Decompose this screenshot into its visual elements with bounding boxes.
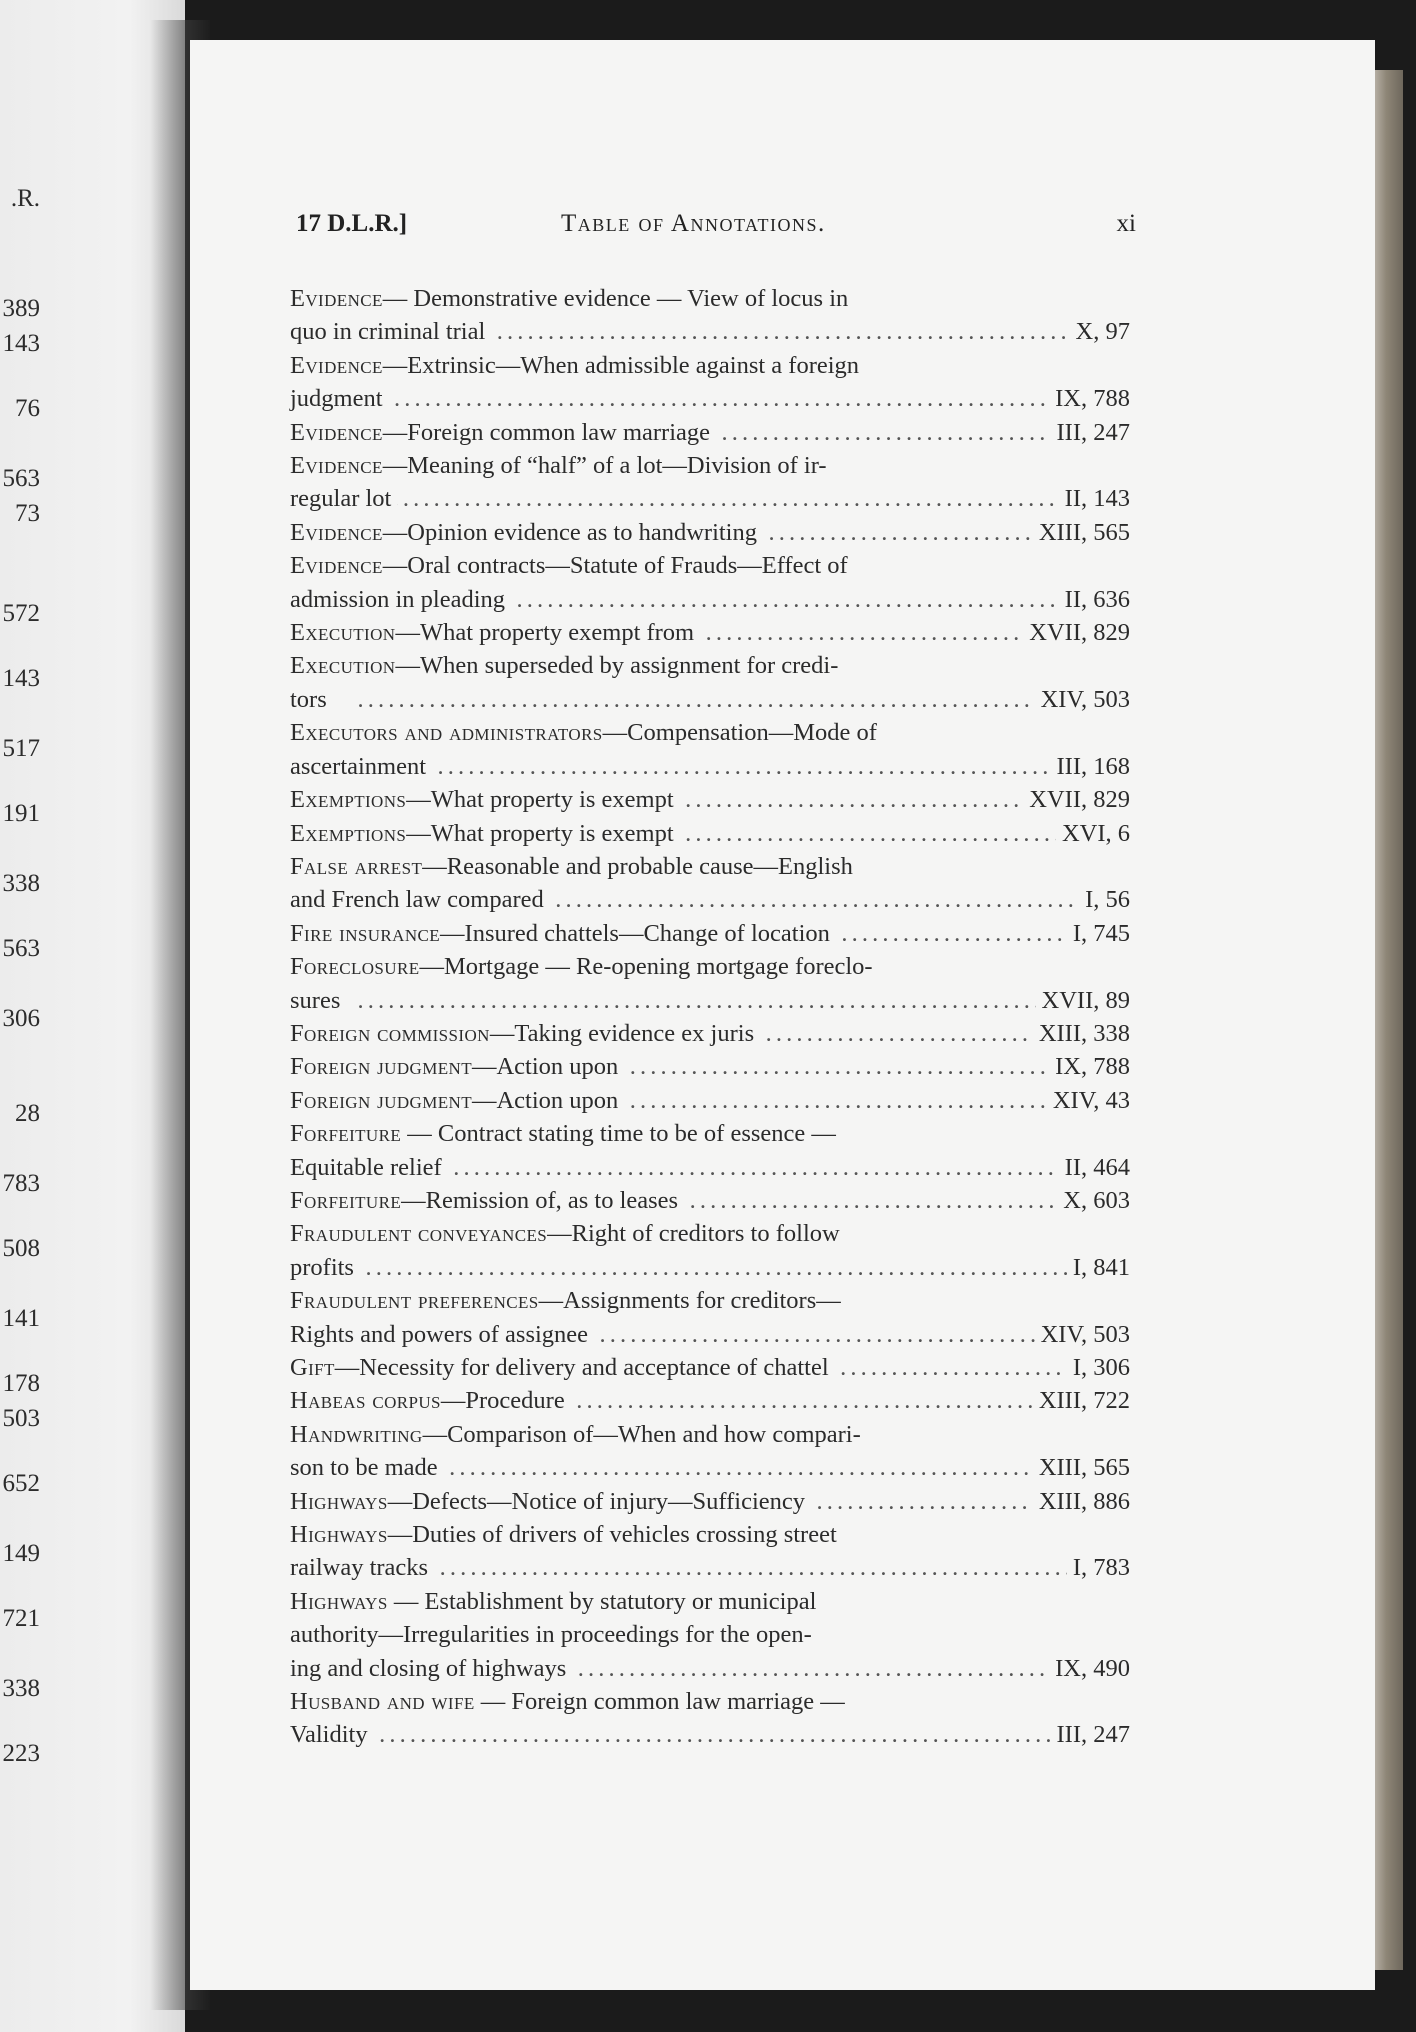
running-header	[296, 210, 1136, 250]
volume-page-reference: I, 841	[1072, 1253, 1130, 1281]
volume-page-reference: II, 636	[1064, 585, 1130, 613]
volume-page-reference: II, 464	[1064, 1153, 1130, 1181]
entry-text: —Oral contracts—Statute of Frauds—Effect of	[382, 552, 848, 580]
annotation-entry	[290, 1518, 1130, 1585]
dot-leader	[397, 482, 1058, 515]
previous-page-number: 572	[2, 600, 40, 627]
entry-text: — Foreign common law marriage —	[474, 1688, 845, 1716]
dot-leader	[352, 683, 1035, 716]
annotation-entry	[290, 1217, 1130, 1284]
annotation-entry	[290, 616, 1130, 649]
entry-text: Validity	[290, 1721, 368, 1749]
entry-text: —What property is exempt	[406, 819, 674, 847]
dot-leader	[360, 1251, 1067, 1284]
annotation-entry	[290, 549, 1130, 616]
volume-page-reference: XVII, 829	[1029, 786, 1130, 814]
dot-leader	[716, 416, 1050, 449]
volume-page-reference: IX, 490	[1055, 1654, 1130, 1682]
dot-leader	[836, 917, 1067, 950]
annotation-entry	[290, 1284, 1130, 1351]
dot-leader	[680, 817, 1056, 850]
entry-text: son to be made	[290, 1454, 438, 1482]
annotation-entry	[290, 1384, 1130, 1417]
page-edge	[1375, 70, 1403, 1970]
volume-page-reference: I, 306	[1072, 1354, 1130, 1381]
entry-heading: Highways	[290, 1521, 388, 1549]
previous-page-number: 73	[15, 500, 40, 527]
previous-page-number: 503	[2, 1405, 40, 1432]
dot-leader	[571, 1384, 1033, 1417]
previous-page-number: 338	[2, 870, 40, 897]
volume-page-reference: IX, 788	[1055, 1053, 1130, 1081]
dot-leader	[491, 315, 1069, 348]
entry-heading: Exemptions	[290, 786, 407, 814]
entry-heading: Foreign judgment	[290, 1086, 472, 1114]
volume-page-reference: IX, 788	[1055, 385, 1130, 413]
entry-heading: Habeas corpus	[290, 1387, 441, 1415]
dot-leader	[572, 1652, 1049, 1685]
annotation-entry	[290, 1351, 1130, 1384]
annotation-entry	[290, 950, 1130, 1017]
volume-page-reference: XIII, 338	[1038, 1019, 1130, 1047]
annotation-entry	[290, 1184, 1130, 1217]
previous-page-number: 517	[2, 735, 40, 762]
annotation-entry	[290, 917, 1130, 950]
entry-text: ing and closing of highways	[290, 1654, 567, 1682]
entry-heading: Evidence	[290, 518, 383, 546]
entry-text: —Defects—Notice of injury—Sufficiency	[387, 1487, 806, 1515]
entry-heading: Foreclosure	[290, 953, 420, 981]
previous-page-number: 141	[2, 1305, 40, 1332]
entry-heading: Fraudulent conveyances	[290, 1220, 548, 1248]
entry-text: —Action upon	[471, 1053, 619, 1081]
entry-heading: Highways	[290, 1487, 388, 1515]
annotation-entry	[290, 716, 1130, 783]
volume-page-reference: XIII, 886	[1038, 1487, 1130, 1515]
dot-leader	[594, 1318, 1035, 1351]
previous-page-number: 28	[15, 1100, 40, 1127]
volume-page-reference: III, 168	[1056, 752, 1130, 780]
entry-heading: Forfeiture	[290, 1120, 402, 1148]
previous-page-number: 178	[2, 1370, 40, 1397]
entry-text: —Foreign common law marriage	[382, 418, 711, 446]
entry-text: — Contract stating time to be of essence —	[401, 1120, 836, 1148]
annotation-entry	[290, 1017, 1130, 1050]
entry-text: Rights and powers of assignee	[290, 1320, 589, 1348]
previous-page-number: 389	[2, 295, 40, 322]
previous-page-number: 191	[2, 800, 40, 827]
dot-leader	[352, 984, 1036, 1017]
entry-text: —What property exempt from	[395, 619, 695, 647]
volume-page-reference: I, 745	[1072, 919, 1130, 947]
entry-text: —Comparison of—When and how compari-	[422, 1420, 861, 1448]
volume-page-reference: XIII, 722	[1038, 1387, 1130, 1415]
entry-heading: Exemptions	[290, 819, 407, 847]
volume-page-reference: I, 783	[1072, 1554, 1130, 1582]
previous-page-number: 149	[2, 1540, 40, 1567]
entry-text: —Compensation—Mode of	[602, 719, 877, 747]
dot-leader	[835, 1351, 1067, 1384]
entry-text: and French law compared	[290, 886, 544, 914]
previous-page-number: 223	[2, 1740, 40, 1767]
entry-text: admission in pleading	[290, 585, 506, 613]
dot-leader	[680, 783, 1024, 816]
entry-text: —Opinion evidence as to handwriting	[382, 518, 757, 546]
dot-leader	[700, 616, 1023, 649]
volume-page-reference: XIII, 565	[1038, 1454, 1130, 1482]
entry-text: —Action upon	[471, 1086, 619, 1114]
previous-page-number: 783	[2, 1170, 40, 1197]
dot-leader	[624, 1050, 1049, 1083]
entry-text: —What property is exempt	[406, 786, 674, 814]
previous-page-number: 306	[2, 1005, 40, 1032]
previous-page-number: 338	[2, 1675, 40, 1702]
entry-heading: Gift	[290, 1354, 335, 1381]
entry-heading: Highways	[290, 1587, 388, 1615]
entry-heading: Evidence	[290, 418, 383, 446]
entry-text: — Establishment by statutory or municipal	[387, 1587, 817, 1615]
dot-leader	[434, 1551, 1067, 1584]
entry-heading: Evidence	[290, 285, 383, 312]
entry-heading: Husband and wife	[290, 1688, 475, 1716]
volume-page-reference: III, 247	[1056, 1721, 1130, 1749]
entry-text: —Taking evidence ex juris	[489, 1019, 755, 1047]
dot-leader	[624, 1084, 1047, 1117]
dot-leader	[374, 1718, 1051, 1751]
previous-page-number: 143	[2, 330, 40, 357]
annotation-entry	[290, 1084, 1130, 1117]
previous-page-number: 652	[2, 1470, 40, 1497]
entry-text: quo in criminal trial	[290, 318, 486, 346]
dot-leader	[511, 583, 1059, 616]
dot-leader	[760, 1017, 1033, 1050]
previous-page-number: 508	[2, 1235, 40, 1262]
annotation-entry	[290, 449, 1130, 516]
entry-text: —Assignments for creditors—	[538, 1287, 841, 1315]
entry-heading: Forfeiture	[290, 1186, 402, 1214]
volume-page-reference: XIV, 503	[1040, 685, 1130, 713]
entry-heading: False arrest	[290, 852, 423, 880]
entry-text: —Reasonable and probable cause—English	[422, 852, 853, 880]
previous-page-number: 563	[2, 465, 40, 492]
entry-text: — Demonstrative evidence — View of locus in	[382, 285, 849, 312]
previous-page-header-fragment: .R.	[10, 185, 40, 212]
entry-heading: Fire insurance	[290, 919, 441, 947]
annotation-entry	[290, 349, 1130, 416]
annotation-entry	[290, 1050, 1130, 1083]
volume-page-reference: II, 143	[1064, 485, 1130, 513]
entry-heading: Execution	[290, 652, 396, 680]
entry-text: —Duties of drivers of vehicles crossing street	[387, 1521, 837, 1549]
entry-text: tors	[290, 685, 327, 713]
volume-page-reference: III, 247	[1056, 418, 1130, 446]
dot-leader	[684, 1184, 1057, 1217]
dot-leader	[389, 382, 1050, 415]
dot-leader	[763, 516, 1033, 549]
entry-text: railway tracks	[290, 1554, 429, 1582]
annotation-entry	[290, 282, 1130, 349]
entry-text: profits	[290, 1253, 354, 1281]
annotation-entry	[290, 850, 1130, 917]
dot-leader	[444, 1451, 1033, 1484]
entry-heading: Evidence	[290, 452, 383, 480]
entry-text: —Extrinsic—When admissible against a foreign	[382, 351, 860, 379]
entry-text: —Necessity for delivery and acceptance of chattel	[334, 1354, 829, 1381]
volume-page-reference: I, 56	[1085, 886, 1130, 914]
entry-text: ascertainment	[290, 752, 427, 780]
annotation-entry	[290, 1485, 1130, 1518]
volume-page-reference: XIV, 43	[1052, 1086, 1130, 1114]
volume-page-reference: XVII, 829	[1029, 619, 1130, 647]
entry-heading: Evidence	[290, 351, 383, 379]
previous-page-number: 143	[2, 665, 40, 692]
annotation-list	[290, 282, 1130, 1752]
entry-heading: Evidence	[290, 552, 383, 580]
previous-page-number: 76	[15, 395, 40, 422]
entry-text: —Mortgage — Re-opening mortgage foreclo-	[419, 953, 873, 981]
page-number: xi	[1116, 210, 1136, 237]
annotation-entry	[290, 1585, 1130, 1685]
entry-heading: Foreign judgment	[290, 1053, 472, 1081]
volume-page-reference: X, 603	[1063, 1186, 1130, 1214]
dot-leader	[432, 750, 1050, 783]
entry-text: authority—Irregularities in proceedings for the open-	[290, 1621, 812, 1649]
annotation-entry	[290, 1418, 1130, 1485]
annotation-entry	[290, 1117, 1130, 1184]
entry-text: sures	[290, 986, 341, 1014]
annotation-entry	[290, 516, 1130, 549]
entry-heading: Handwriting	[290, 1420, 423, 1448]
annotation-entry	[290, 416, 1130, 449]
entry-text: —Right of creditors to follow	[547, 1220, 840, 1248]
entry-text: —Meaning of “half” of a lot—Division of ir-	[382, 452, 827, 480]
dot-leader	[550, 883, 1079, 916]
entry-text: —Procedure	[440, 1387, 565, 1415]
entry-heading: Executors and administrators	[290, 719, 603, 747]
volume-page-reference: XIII, 565	[1038, 518, 1130, 546]
annotation-entry	[290, 1685, 1130, 1752]
annotation-entry	[290, 817, 1130, 850]
dot-leader	[448, 1151, 1059, 1184]
entry-heading: Fraudulent preferences	[290, 1287, 539, 1315]
entry-text: regular lot	[290, 485, 392, 513]
volume-page-reference: XVI, 6	[1061, 819, 1130, 847]
previous-page-number: 721	[2, 1605, 40, 1632]
previous-page-number: 563	[2, 935, 40, 962]
annotation-entry	[290, 783, 1130, 816]
entry-heading: Foreign commission	[290, 1019, 490, 1047]
volume-label: 17 D.L.R.]	[296, 210, 408, 237]
entry-heading: Execution	[290, 619, 396, 647]
volume-page-reference: X, 97	[1075, 318, 1130, 346]
entry-text: —When superseded by assignment for credi-	[395, 652, 839, 680]
entry-text: —Remission of, as to leases	[401, 1186, 679, 1214]
dot-leader	[811, 1485, 1033, 1518]
page-title: Table of Annotations.	[561, 210, 826, 237]
entry-text: —Insured chattels—Change of location	[440, 919, 830, 947]
entry-text: judgment	[290, 385, 383, 413]
annotation-entry	[290, 649, 1130, 716]
volume-page-reference: XVII, 89	[1041, 986, 1130, 1014]
volume-page-reference: XIV, 503	[1040, 1320, 1130, 1348]
entry-text: Equitable relief	[290, 1153, 442, 1181]
